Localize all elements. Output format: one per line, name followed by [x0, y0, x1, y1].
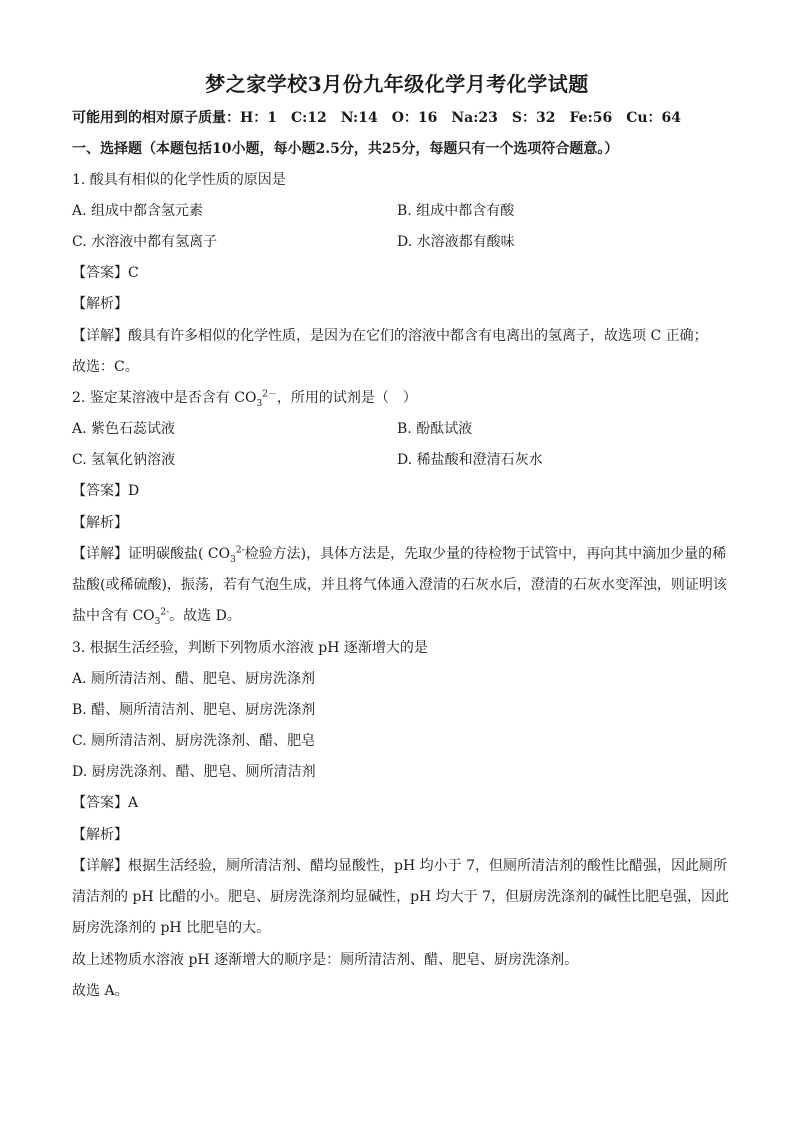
q2-stem-post: ，所用的试剂是（ ） [276, 390, 417, 406]
q2-option-c: C. 氢氧化钠溶液 [72, 452, 176, 468]
q2-answer-value: D [128, 483, 140, 499]
q2-stem [72, 388, 732, 408]
answer-label: 【答案】 [72, 483, 128, 499]
q2-stem-pre: 2. 鉴定某溶液中是否含有 CO [72, 390, 257, 406]
q2-stem-sub: 3 [256, 398, 263, 409]
section-heading: 一、选择题（本题包括10小题，每小题2.5分，共25分，每题只有一个选项符合题意。） [72, 141, 619, 157]
q3-stem: 3. 根据生活经验，判断下列物质水溶液 pH 逐渐增大的是 [72, 640, 428, 656]
q2-detail-1-pre: 证明碳酸盐( CO [128, 546, 231, 562]
q3-detail-text: 根据生活经验，厕所清洁剂、醋均显酸性，pH 均小于 7，但厕所清洁剂的酸性比醋强，因此厕所 [128, 858, 727, 874]
q3-analysis-label: 【解析】 [72, 827, 128, 843]
q2-analysis-label: 【解析】 [72, 515, 128, 531]
q2-stem-sup: 2－ [262, 389, 277, 400]
q2-detail-1 [72, 544, 732, 564]
q3-option-b: B. 醋、厕所清洁剂、肥皂、厨房洗涤剂 [72, 702, 316, 718]
detail-label: 【详解】 [72, 858, 128, 874]
q3-option-a: A. 厕所清洁剂、醋、肥皂、厨房洗涤剂 [72, 671, 316, 687]
q3-option-c: C. 厕所清洁剂、厨房洗涤剂、醋、肥皂 [72, 733, 316, 749]
q2-answer [72, 481, 732, 501]
page-title: 梦之家学校3月份九年级化学月考化学试题 [205, 72, 589, 96]
q3-detail-4: 故上述物质水溶液 pH 逐渐增大的顺序是：厕所清洁剂、醋、肥皂、厨房洗涤剂。 [72, 952, 579, 968]
q1-detail-1 [72, 326, 732, 346]
q2-option-b: B. 酚酞试液 [397, 421, 473, 437]
q2-detail-1-post: 检验方法)，具体方法是，先取少量的待检物于试管中，再向其中滴加少量的稀 [244, 546, 727, 562]
q2-option-a: A. 紫色石蕊试液 [72, 421, 176, 437]
q2-detail-3-sub: 3 [154, 616, 161, 627]
q3-detail-1 [72, 856, 732, 876]
q1-detail-text: 酸具有许多相似的化学性质，是因为在它们的溶液中都含有电离出的氢离子，故选项 C 正确； [128, 328, 708, 344]
q1-analysis-label: 【解析】 [72, 296, 128, 312]
q2-detail-1-sup: 2- [235, 545, 245, 556]
q2-detail-3 [72, 606, 732, 626]
q1-stem: 1. 酸具有相似的化学性质的原因是 [72, 172, 286, 188]
q2-detail-3-pre: 盐中含有 CO [72, 608, 155, 624]
q2-detail-2: 盐酸(或稀硫酸)，振荡，若有气泡生成，并且将气体通入澄清的石灰水后，澄清的石灰水变浑浊，则证明该 [72, 577, 727, 593]
q3-detail-5: 故选 A。 [72, 983, 129, 999]
q3-option-d: D. 厨房洗涤剂、醋、肥皂、厕所清洁剂 [72, 764, 316, 780]
q1-option-d: D. 水溶液都有酸味 [397, 234, 515, 250]
answer-label: 【答案】 [72, 265, 128, 281]
q1-detail-2: 故选：C。 [72, 359, 139, 375]
q1-option-a: A. 组成中都含氢元素 [72, 203, 204, 219]
q3-answer [72, 793, 732, 813]
q2-detail-3-sup: 2- [160, 607, 170, 618]
q2-detail-3-post: 。故选 D。 [169, 608, 241, 624]
q3-detail-2: 清洁剂的 pH 比醋的小。肥皂、厨房洗涤剂均显碱性，pH 均大于 7，但厨房洗涤剂的碱性比肥皂强，因此 [72, 889, 730, 905]
q3-answer-value: A [128, 795, 139, 811]
detail-label: 【详解】 [72, 546, 128, 562]
answer-label: 【答案】 [72, 795, 128, 811]
atomic-masses: 可能用到的相对原子质量：H：1 C:12 N:14 O：16 Na:23 S：32 Fe:56 Cu：64 [72, 110, 682, 126]
detail-label: 【详解】 [72, 328, 128, 344]
q1-answer [72, 263, 732, 283]
q1-option-b: B. 组成中都含有酸 [397, 203, 515, 219]
q1-option-c: C. 水溶液中都有氢离子 [72, 234, 218, 250]
q2-detail-1-sub: 3 [230, 554, 236, 565]
q2-option-d: D. 稀盐酸和澄清石灰水 [397, 452, 543, 468]
q1-answer-value: C [128, 265, 139, 281]
q3-detail-3: 厨房洗涤剂的 pH 比肥皂的大。 [72, 920, 271, 936]
